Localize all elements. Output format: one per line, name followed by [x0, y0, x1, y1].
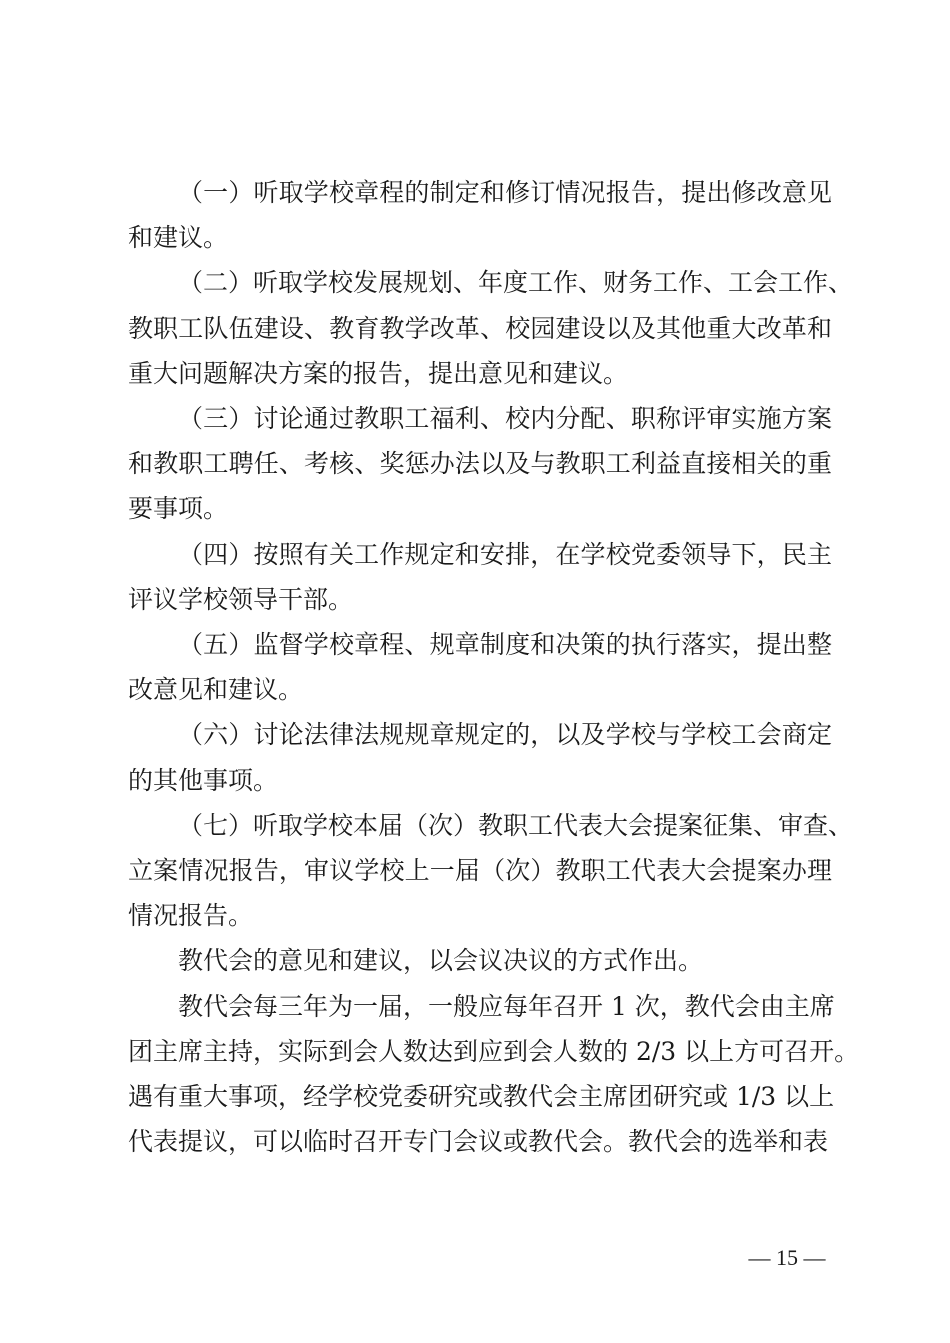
- text-line: （七）听取学校本届（次）教职工代表大会提案征集、审查、: [178, 810, 854, 840]
- text-line: 教职工队伍建设、教育教学改革、校园建设以及其他重大改革和: [128, 313, 832, 343]
- text-line: 教代会每三年为一届，一般应每年召开 1 次，教代会由主席: [178, 991, 835, 1021]
- text-line: 遇有重大事项，经学校党委研究或教代会主席团研究或 1/3 以上: [128, 1082, 835, 1111]
- text-line: 教代会的意见和建议，以会议决议的方式作出。: [178, 946, 704, 976]
- text-line: 和建议。: [128, 223, 229, 253]
- text-line: 的其他事项。: [128, 765, 279, 795]
- text-line: 情况报告。: [128, 901, 254, 931]
- text-line: 重大问题解决方案的报告，提出意见和建议。: [128, 358, 629, 388]
- text-line: 团主席主持，实际到会人数达到应到会人数的 2/3 以上方可召开。: [128, 1036, 860, 1066]
- text-line: 和教职工聘任、考核、奖惩办法以及与教职工利益直接相关的重: [128, 449, 832, 479]
- text-line: （五）监督学校章程、规章制度和决策的执行落实，提出整: [178, 630, 832, 659]
- text-line: 改意见和建议。: [128, 675, 304, 705]
- text-line: （四）按照有关工作规定和安排，在学校党委领导下，民主: [178, 539, 832, 569]
- text-line: （三）讨论通过教职工福利、校内分配、职称评审实施方案: [178, 404, 832, 433]
- text-line: （二）听取学校发展规划、年度工作、财务工作、工会工作、: [178, 268, 854, 298]
- page-number: — 15 —: [748, 1245, 826, 1270]
- text-line: 评议学校领导干部。: [128, 584, 354, 614]
- text-line: 要事项。: [128, 494, 229, 524]
- text-line: 立案情况报告，审议学校上一届（次）教职工代表大会提案办理: [128, 856, 832, 885]
- text-line: （六）讨论法律法规规章规定的，以及学校与学校工会商定: [178, 720, 832, 750]
- text-line: 代表提议，可以临时召开专门会议或教代会。教代会的选举和表: [128, 1127, 829, 1157]
- text-line: （一）听取学校章程的制定和修订情况报告，提出修改意见: [178, 178, 832, 207]
